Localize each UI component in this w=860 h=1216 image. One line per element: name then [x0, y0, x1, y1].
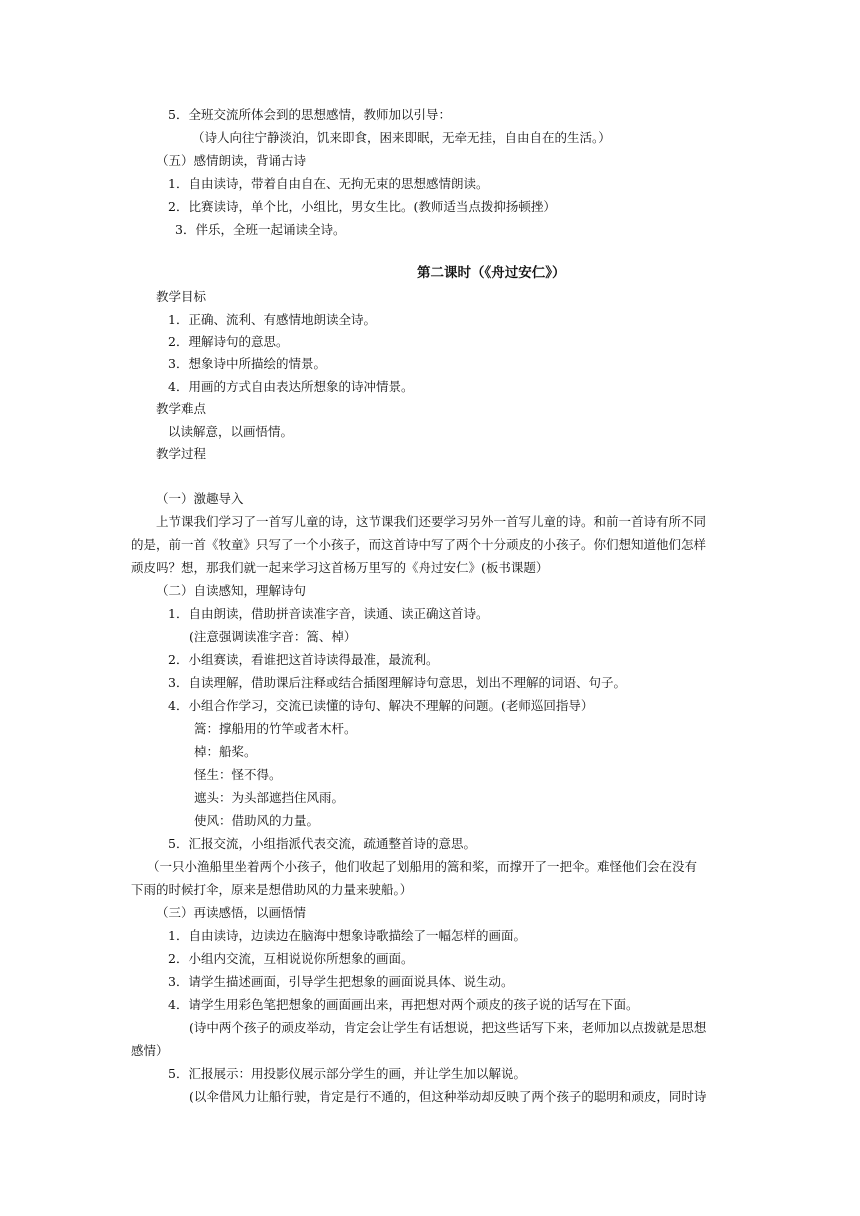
paragraph-line: （一只小渔船里坐着两个小孩子，他们收起了划船用的篙和桨，而撑开了一把伞。难怪他们会在没有	[147, 859, 698, 874]
paragraph-line: 的是，前一首《牧童》只写了一个小孩子，而这首诗中写了两个十分顽皮的小孩子。你们想知道他们怎样	[131, 537, 707, 552]
text-line: 4．用画的方式自由表达所想象的诗冲情景。	[168, 379, 414, 394]
text-line: 3．伴乐，全班一起诵读全诗。	[175, 222, 346, 237]
text-line: 5．全班交流所体会到的思想感情，教师加以引导：	[168, 107, 451, 122]
lesson-title: 第二课时（《舟过安仁》）	[417, 265, 566, 281]
text-line: 1．自由读诗，带着自由自在、无拘无束的思想感情朗读。	[168, 176, 489, 191]
text-line: 5．汇报交流，小组指派代表交流，疏通整首诗的意思。	[168, 836, 476, 851]
text-line: (注意强调读准字音：篙、棹）	[189, 629, 357, 644]
section-heading: （五）感情朗读，背诵古诗	[156, 153, 307, 168]
glossary-line: 棹：船桨。	[194, 744, 257, 759]
paragraph-line: 顽皮吗？想，那我们就一起来学习这首杨万里写的《舟过安仁》(板书课题）	[131, 560, 549, 575]
section-heading: 教学过程	[156, 446, 207, 461]
text-line: 以读解意，以画悟情。	[168, 424, 294, 439]
paragraph-line: (诗中两个孩子的顽皮举动，肯定会让学生有话想说，把这些话写下来，老师加以点拨就是思想	[189, 1020, 707, 1035]
section-heading: 教学目标	[156, 289, 207, 304]
glossary-line: 篙：撑船用的竹竿或者木杆。	[194, 721, 357, 736]
text-line: 5．汇报展示：用投影仪展示部分学生的画，并让学生加以解说。	[168, 1066, 526, 1081]
text-line: 2．小组赛读，看谁把这首诗读得最准，最流利。	[168, 652, 439, 667]
text-line: 4．请学生用彩色笔把想象的画面画出来，再把想对两个顽皮的孩子说的话写在下面。	[168, 997, 639, 1012]
glossary-line: 怪生：怪不得。	[194, 767, 282, 782]
text-line: 1．正确、流利、有感情地朗读全诗。	[168, 312, 376, 327]
glossary-line: 遮头：为头部遮挡住风雨。	[194, 790, 345, 805]
paragraph-line: 下雨的时候打伞，原来是想借助风的力量来驶船。）	[131, 882, 413, 897]
section-heading: 教学难点	[156, 401, 207, 416]
glossary-line: 使风：借助风的力量。	[194, 813, 320, 828]
section-heading: （二）自读感知，理解诗句	[156, 583, 307, 598]
section-heading: （三）再读感悟，以画悟情	[156, 905, 307, 920]
text-line: 3．想象诗中所描绘的情景。	[168, 356, 326, 371]
text-line: （诗人向往宁静淡泊，饥来即食，困来即眠，无牵无挂，自由自在的生活。）	[192, 130, 611, 145]
paragraph-line: (以伞借风力让船行驶，肯定是行不通的，但这种举动却反映了两个孩子的聪明和顽皮，同时诗	[189, 1089, 707, 1104]
text-line: 3．自读理解，借助课后注释或结合插图理解诗句意思，划出不理解的词语、句子。	[168, 675, 626, 690]
text-line: 4．小组合作学习，交流已读懂的诗句、解决不理解的问题。(老师巡回指导）	[168, 698, 594, 713]
text-line: 1．自由朗读，借助拼音读准字音，读通、读正确这首诗。	[168, 606, 489, 621]
text-line: 2．小组内交流，互相说说你所想象的画面。	[168, 951, 414, 966]
paragraph-line: 感情）	[131, 1043, 169, 1058]
text-line: 3．请学生描述画面，引导学生把想象的画面说具体、说生动。	[168, 974, 514, 989]
section-heading: （一）激趣导入	[156, 491, 244, 506]
text-line: 1．自由读诗，边读边在脑海中想象诗歌描绘了一幅怎样的画面。	[168, 928, 526, 943]
text-line: 2．比赛读诗，单个比，小组比，男女生比。(教师适当点拨抑扬顿挫）	[168, 199, 556, 214]
text-line: 2．理解诗句的意思。	[168, 334, 289, 349]
paragraph-line: 上节课我们学习了一首写儿童的诗，这节课我们还要学习另外一首写儿童的诗。和前一首诗有所不同	[156, 514, 707, 529]
